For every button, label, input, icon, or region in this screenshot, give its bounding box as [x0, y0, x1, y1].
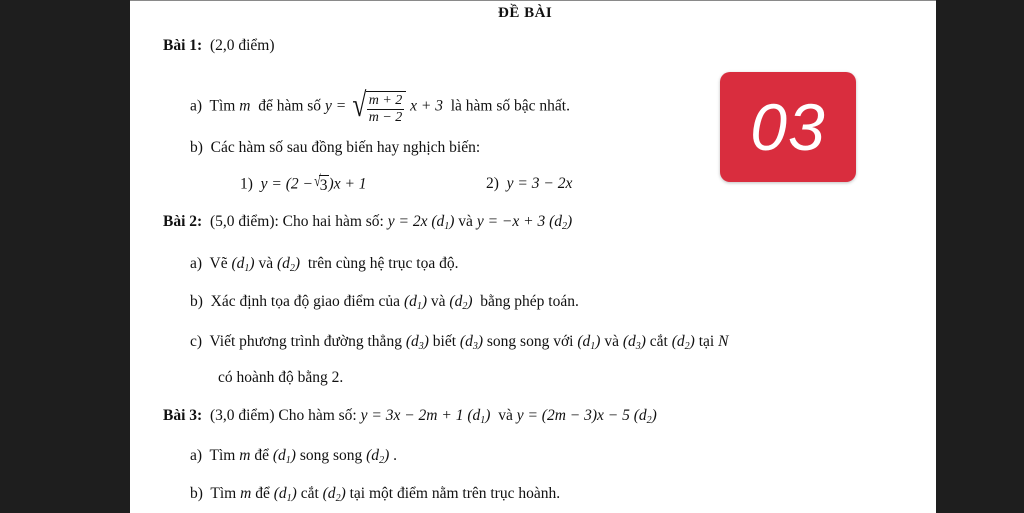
bai1-b-label: b) — [190, 139, 203, 156]
line-d3: $(d_3)$ — [622, 333, 646, 352]
line-d1: $(d_1)$ — [272, 447, 296, 466]
bai2-c-label: c) — [190, 333, 203, 350]
line-d1: $(d_1)$ — [467, 407, 491, 426]
bai2-b-text-pre: Xác định tọa độ giao điểm của — [210, 293, 401, 310]
bai3-intro: (3,0 điểm) Cho hàm số: — [209, 407, 357, 424]
bai3-a-text-mid: song song — [299, 447, 363, 464]
d-label: (d — [431, 213, 445, 230]
radicand — [366, 91, 407, 126]
bai2-b-label: b) — [190, 293, 203, 310]
bai1-a-tail: x + 3 — [410, 97, 443, 115]
bai1-b-text: Các hàm số sau đồng biến hay nghịch biến: — [210, 139, 481, 156]
bai2-a-va: và — [258, 255, 274, 272]
bai3-a: a) Tìm m để $(d_1)$ song song $(d_2)$ . — [190, 447, 397, 466]
bai3-b-var: m — [240, 485, 252, 502]
document-page — [130, 0, 936, 513]
bai1-points: (2,0 điểm) — [209, 37, 275, 54]
sqrt-3 — [313, 174, 329, 196]
bai2-a-text-post: trên cùng hệ trục tọa độ. — [307, 255, 459, 272]
bai3-a-label: a) — [190, 447, 203, 464]
radical-sign-small: √ — [314, 173, 321, 190]
bai2-header — [163, 212, 572, 232]
bai2-title: Bài 2: — [163, 213, 203, 230]
bai3-a-de: để — [254, 447, 269, 464]
bai3-a-var: m — [239, 447, 251, 464]
page-heading: ĐỀ BÀI — [498, 5, 553, 21]
point-n: N — [718, 333, 729, 350]
bai3-b-text-pre: Tìm — [210, 485, 237, 502]
bai3-b-text-post: tại một điểm nằm trên trục hoành. — [349, 485, 561, 502]
bai1-b — [190, 138, 480, 158]
line-d2: $(d_2)$ — [633, 407, 657, 426]
bai2-c-text-5: tại — [698, 333, 715, 350]
bai2-a — [190, 254, 458, 274]
bai2-b-va: và — [430, 293, 446, 310]
bai2-f2: y = −x + 3 — [476, 213, 546, 230]
bai2-c-text-4: cắt — [649, 333, 668, 350]
bai1-b1-pre: y = (2 − — [260, 175, 314, 193]
bai2-c-line2: có hoành độ bằng 2. — [218, 369, 344, 386]
bai2-c-text-2: biết — [432, 333, 457, 350]
badge-number: 03 — [750, 90, 826, 164]
line-d3: $(d_3)$ — [459, 333, 484, 352]
bai3-title: Bài 3: — [163, 407, 203, 424]
bai2-intro: (5,0 điểm): Cho hai hàm số: — [209, 213, 384, 230]
sqrt-fraction — [350, 88, 406, 126]
bai3-f1: y = 3x − 2m + 1 — [360, 407, 464, 424]
bai2-va: và — [458, 213, 473, 230]
bai1-b2-label: 2) — [486, 175, 499, 192]
bai3-f2: y = (2m − 3)x − 5 — [516, 407, 630, 424]
bai1-a-text-post: là hàm số bậc nhất. — [450, 97, 570, 115]
bai2-f1: y = 2x — [387, 213, 428, 230]
number-badge — [720, 72, 856, 182]
bai1-a — [190, 88, 570, 126]
line-d2: $(d_2)$ — [549, 213, 573, 232]
fraction-numerator: m + 2 — [368, 93, 403, 108]
fraction-denominator: m − 2 — [368, 110, 403, 125]
bai3-b-label: b) — [190, 485, 203, 502]
bai3-va: và — [498, 407, 513, 424]
bai1-b2 — [486, 174, 572, 194]
bai2-b-text-post: bằng phép toán. — [480, 293, 579, 310]
line-d1: $(d_1)$ — [231, 255, 255, 274]
line-d3: $(d_3)$ — [405, 333, 429, 352]
line-d2: $(d_2)$ — [322, 485, 346, 504]
radical-sign: √ — [352, 87, 367, 124]
bai1-a-var: m — [239, 97, 251, 115]
bai2-c-text-3: song song với — [486, 333, 574, 350]
line-d2: $(d_2)$ — [366, 447, 390, 466]
line-d1: $(d_1)$ — [577, 333, 601, 352]
bai3-b-cat: cắt — [300, 485, 319, 502]
radicand-3: 3 — [319, 177, 328, 194]
fraction — [367, 93, 405, 126]
bai2-b — [190, 292, 579, 312]
bai3-a-text-pre: Tìm — [209, 447, 236, 464]
bai2-c-va: và — [604, 333, 619, 350]
bai1-b1-post: )x + 1 — [328, 175, 367, 193]
bai1-a-text-mid: để hàm số — [258, 97, 322, 115]
bai1-title: Bài 1: — [163, 37, 203, 54]
line-d1: $(d_1)$ — [431, 213, 455, 232]
top-rule — [130, 0, 936, 1]
bai1-a-text-pre: Tìm — [209, 97, 236, 115]
line-d2: $(d_2)$ — [276, 255, 301, 274]
bai1-b1-label: 1) — [240, 175, 253, 193]
bai1-b1 — [240, 174, 367, 196]
bai2-c-text-1: Viết phương trình đường thẳng — [209, 333, 402, 350]
bai2-c — [190, 332, 728, 352]
bai3-b — [190, 484, 560, 504]
line-d1: $(d_1)$ — [403, 293, 428, 312]
bai1-b2-expr: y = 3 − 2x — [506, 175, 573, 192]
bai1-header — [163, 36, 275, 56]
line-d2: $(d_2)$ — [671, 333, 695, 352]
line-d1: $(d_1)$ — [273, 485, 297, 504]
bai1-a-y: y = — [324, 97, 347, 115]
bai1-a-label: a) — [190, 97, 203, 115]
bai2-a-label: a) — [190, 255, 203, 272]
bai3-header — [163, 406, 657, 426]
bai2-a-text-pre: Vẽ — [209, 255, 228, 272]
line-d2: $(d_2)$ — [449, 293, 473, 312]
bai3-b-de: để — [255, 485, 270, 502]
